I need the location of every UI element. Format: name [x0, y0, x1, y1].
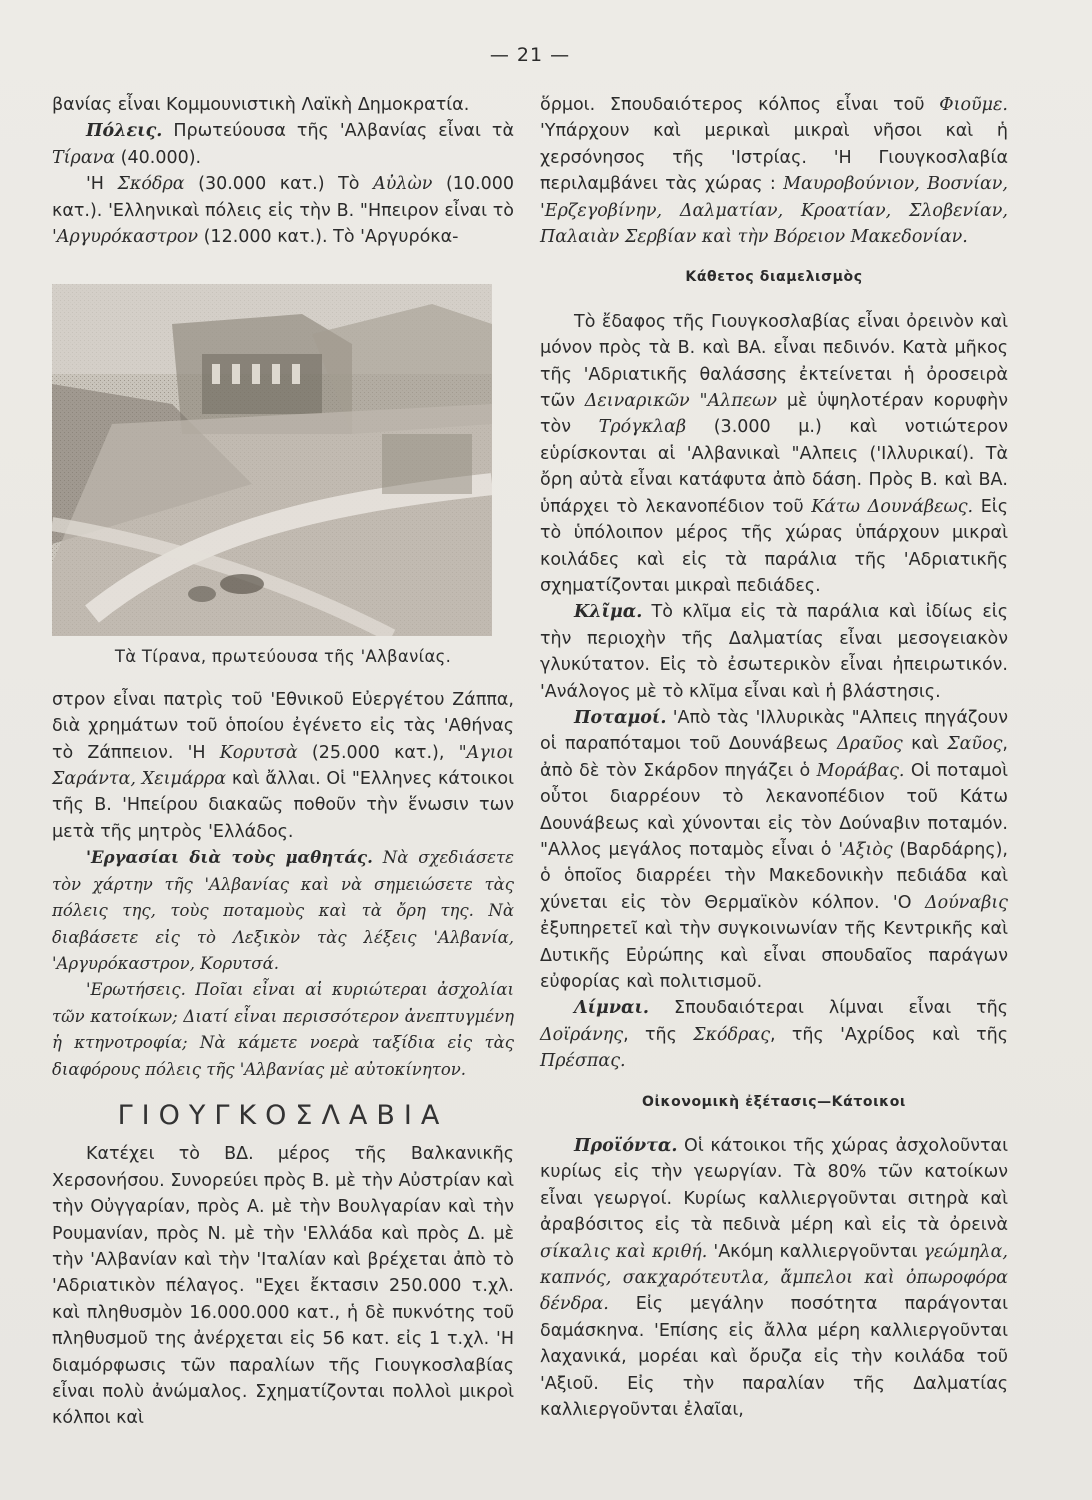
paragraph-products: Προϊόντα. Οἱ κάτοικοι τῆς χώρας ἀσχολοῦνται κυρίως εἰς τὴν γεωργίαν. Τὰ 80% τῶν κατοίκων εἶναι γεωργοί. Κυρίως καλλιεργοῦνται σιτηρὰ καὶ ἀραβόσιτος εἰς τὰ πεδινὰ μέρη καὶ εἰς τὰ ὀρεινὰ σίκαλις καὶ κριθή. 'Ακόμη καλλιεργοῦνται γεώμηλα, καπνός, σακχαρότευτλα, ἄμπελοι καὶ ὀπωροφόρα δένδρα. Εἰς μεγάλην ποσότητα παράγονται δαμάσκηνα. 'Επίσης εἰς ἄλλα μέρη καλλιεργοῦνται λαχανικά, μορέαι καὶ ὄρυζα εἰς τὴν κοιλάδα τοῦ 'Αξιοῦ. Εἰς τὴν παραλίαν τῆς Δαλματίας καλλιεργοῦνται ἐλαῖαι, [540, 1136, 1008, 1421]
city-shkodra: Σκόδρα [117, 174, 185, 195]
subhead-economy: Οἰκονομικὴ ἐξέτασις—Κάτοικοι [642, 1093, 906, 1110]
river-morava: Μοράβας. [816, 760, 905, 781]
right-column [540, 92, 1008, 1424]
river-danube: Δούναβις [924, 892, 1008, 913]
city-argyrokastro: 'Αργυρόκαστρον [52, 227, 199, 248]
section-title-yugoslavia: ΓΙΟΥΓΚΟΣΛΑΒΙΑ [117, 1099, 449, 1131]
photo-caption: Τὰ Τίρανα, πρωτεύουσα τῆς 'Αλβανίας. [114, 647, 452, 667]
page-number: — 21 — [489, 44, 571, 66]
lake-skodra: Σκόδρας [693, 1024, 770, 1045]
paragraph-coast: ὅρμοι. Σπουδαιότερος κόλπος εἶναι τοῦ Φιοῦμε. 'Υπάρχουν καὶ μερικαὶ μικραὶ νῆσοι καὶ ἡ χερσόνησος τῆς 'Ιστρίας. 'Η Γιουγκοσλαβία περιλαμβάνει τὰς χώρας : Μαυροβούνιον, Βοσνίαν, 'Ερζεγοβίνην, Δαλματίαν, Κροατίαν, Σλοβενίαν, Παλαιὰν Σερβίαν καὶ τὴν Βόρειον Μακεδονίαν. [540, 95, 1008, 248]
photo-tirana [52, 284, 492, 636]
crops-mountain: σίκαλις καὶ κριθή. [540, 1241, 708, 1262]
river-sava: Σαῦος [947, 734, 1003, 755]
river-drava: Δραῦος [836, 734, 903, 755]
paragraph-climate: Κλῖμα. Τὸ κλῖμα εἰς τὰ παράλια καὶ ἰδίως εἰς τὴν περιοχὴν τῆς Δαλματίας εἶναι μεσογειακὸν γλυκύτατον. Εἰς τὸ ἐσωτερικὸν εἶναι ἠπειρωτικόν. 'Ανάλογος μὲ τὸ κλῖμα εἶναι καὶ ἡ βλάστησις. [540, 602, 1008, 702]
paragraph-questions: 'Ερωτήσεις. Ποῖαι εἶναι αἱ κυριώτεραι ἀσχολίαι τῶν κατοίκων; Διατί εἶναι περισσότερον ἀνεπτυγμένη ἡ κτηνοτροφία; Νὰ κάμετε νοερὰ ταξίδια εἰς τὰς διαφόρους πόλεις τῆς 'Αλβανίας μὲ αὐτοκίνητον. [52, 980, 514, 1079]
paragraph-argyrokastro-korytsa: στρον εἶναι πατρὶς τοῦ 'Εθνικοῦ Εὐεργέτου Ζάππα, διὰ χρημάτων τοῦ ὁποίου ἐγένετο εἰς τὰς 'Αθήνας τὸ Ζάππειον. 'Η Κορυτσὰ (25.000 κατ.), "Αγιοι Σαράντα, Χειμάρρα καὶ ἄλλαι. Οἱ "Ελληνες κάτοικοι τῆς Β. 'Ηπείρου διακαῶς ποθοῦν τὴν ἕνωσιν των μετὰ τῆς μητρὸς 'Ελλάδος. [52, 689, 514, 842]
place-triglav: Τρόγκλαβ [598, 417, 687, 438]
paragraph-yugoslavia-borders: Κατέχει τὸ ΒΔ. μέρος τῆς Βαλκανικῆς Χερσονήσου. Συνορεύει πρὸς Β. μὲ τὴν Αὐστρίαν καὶ τὴν Οὐγγαρίαν, πρὸς Α. μὲ τὴν Βουλγαρίαν καὶ τὴν Ρουμανίαν, πρὸς Ν. μὲ τὴν 'Ελλάδα καὶ πρὸς Δ. μὲ τὴν 'Αλβανίαν καὶ τὴν 'Ιταλίαν καὶ βρέχεται ἀπὸ τὸ 'Αδριατικὸν πέλαγος. "Εχει ἔκτασιν 250.000 τ.χλ. καὶ πληθυσμὸν 16.000.000 κατ., ἡ δὲ πυκνότης τοῦ πληθυσμοῦ της ἀνέρχεται εἰς 56 κατ. εἰς 1 τ.χλ. 'Η διαμόρφωσις τῶν παραλίων τῆς Γιουγκοσλαβίας εἶναι πολὺ ἀνώμαλος. Σχηματίζονται πολλοὶ μικροὶ κόλποι καὶ [52, 1144, 514, 1429]
lake-prespa: Πρέσπας. [540, 1051, 626, 1072]
city-korytsa: Κορυτσὰ [219, 742, 298, 763]
place-dinaric-alps: Δειναρικῶν "Αλπεων [584, 391, 778, 412]
list-regions: Μαυροβούνιον, Βοσνίαν, 'Ερζεγοβίνην, Δαλματίαν, Κροατίαν, Σλοβενίαν, Παλαιὰν Σερβίαν καὶ τὴν Βόρειον Μακεδονίαν. [540, 174, 1008, 248]
paragraph-cities: Πόλεις. Πρωτεύουσα τῆς 'Αλβανίας εἶναι τὰ Τίρανα (40.000). [52, 121, 514, 168]
label-climate: Κλῖμα. [574, 602, 643, 623]
label-rivers: Ποταμοί. [574, 707, 667, 728]
paragraph-terrain: Τὸ ἔδαφος τῆς Γιουγκοσλαβίας εἶναι ὀρεινὸν καὶ μόνον πρὸς τὰ Β. καὶ ΒΑ. εἶναι πεδινόν. Κατὰ μῆκος τῆς 'Αδριατικῆς θαλάσσης ἐκτείνεται ἡ ὀροσειρὰ τῶν Δειναρικῶν "Αλπεων μὲ ὑψηλοτέραν κορυφὴν τὸν Τρόγκλαβ (3.000 μ.) καὶ νοτιώτερον εὑρίσκονται αἱ 'Αλβανικαὶ "Αλπεις ('Ιλλυρικαί). Τὰ ὄρη αὐτὰ εἶναι κατάφυτα ἀπὸ δάση. Πρὸς Β. καὶ ΒΑ. ὑπάρχει τὸ λεκανοπέδιον τοῦ Κάτω Δουνάβεως. Εἰς τὸ ὑπόλοιπον μέρος τῆς χώρας ὑπάρχουν μικραὶ κοιλάδες καὶ εἰς τὰ παράλια τῆς 'Αδριατικῆς σχηματίζονται μικραὶ πεδιάδες. [540, 311, 1008, 596]
city-avlona: Αὐλὼν [373, 174, 433, 195]
paragraph-cities-2: 'Η Σκόδρα (30.000 κατ.) Τὸ Αὐλὼν (10.000 κατ.). 'Ελληνικαὶ πόλεις εἰς τὴν Β. "Ηπειρον εἶναι τὸ 'Αργυρόκαστρον (12.000 κατ.). Τὸ 'Αργυρόκα- [52, 174, 515, 248]
label-questions: 'Ερωτήσεις. [86, 980, 186, 1000]
paragraph-rivers: Ποταμοί. 'Απὸ τὰς 'Ιλλυρικὰς "Αλπεις πηγάζουν οἱ παραπόταμοι τοῦ Δουνάβεως Δραῦος καὶ Σαῦος, ἀπὸ δὲ τὸν Σκάρδον πηγάζει ὁ Μοράβας. Οἱ ποταμοὶ οὗτοι διαρρέουν τὸ λεκανοπέδιον τοῦ Κάτω Δουνάβεως καὶ χύνονται εἰς τὸν Δούναβιν ποταμόν. "Αλλος μεγάλος ποταμὸς εἶναι ὁ 'Αξιὸς (Βαρδάρης), ὁ ὁποῖος διαρρέει τὴν Μακεδονικὴν πεδιάδα καὶ χύνεται εἰς τὸν Θερμαϊκὸν κόλπον. 'Ο Δούναβις ἐξυπηρετεῖ καὶ τὴν συγκοινωνίαν τῆς Κεντρικῆς καὶ Δυτικῆς Εὐρώπης καὶ εἶναι σπουδαῖος παράγων εὐφορίας καὶ πολιτισμοῦ. [540, 707, 1008, 992]
river-axios: 'Αξιὸς [838, 839, 893, 860]
left-column [52, 92, 514, 1432]
lake-doirani: Δοϊράνης [540, 1024, 624, 1045]
place-lower-danube: Κάτω Δουνάβεως. [811, 496, 974, 517]
label-exercises: 'Εργασίαι διὰ τοὺς μαθητάς. [86, 848, 373, 868]
label-products: Προϊόντα. [574, 1136, 678, 1157]
paragraph-lakes: Λίμναι. Σπουδαιότεραι λίμναι εἶναι τῆς Δοϊράνης, τῆς Σκόδρας, τῆς 'Αχρίδος καὶ τῆς Πρέσπας. [540, 998, 1008, 1072]
photo-tirana-image [52, 284, 492, 636]
crops-other: γεώμηλα, καπνός, σακχαρότευτλα, ἄμπελοι καὶ ὀπωροφόρα δένδρα. [540, 1241, 1008, 1315]
label-lakes: Λίμναι. [574, 998, 650, 1019]
city-tirana: Τίρανα [52, 147, 116, 168]
label-cities: Πόλεις. [86, 121, 163, 142]
subhead-vertical-division: Κάθετος διαμελισμὸς [685, 269, 863, 286]
city-places: "Αγιοι Σαράντα, Χειμάρρα [52, 742, 514, 790]
paragraph-exercises: 'Εργασίαι διὰ τοὺς μαθητάς. Νὰ σχεδιάσετε τὸν χάρτην τῆς 'Αλβανίας καὶ νὰ σημειώσετε τὰς πόλεις της, τοὺς ποταμοὺς καὶ τὰ ὄρη της. Νὰ διαβάσετε εἰς τὸ Λεξικὸν τὰς λέξεις 'Αλβανία, 'Αργυρόκαστρον, Κορυτσά. [52, 848, 514, 973]
place-fiume: Φιοῦμε. [939, 95, 1008, 115]
paragraph-albania-regime: βανίας εἶναι Κομμουνιστικὴ Λαϊκὴ Δημοκρατία. [52, 95, 470, 115]
